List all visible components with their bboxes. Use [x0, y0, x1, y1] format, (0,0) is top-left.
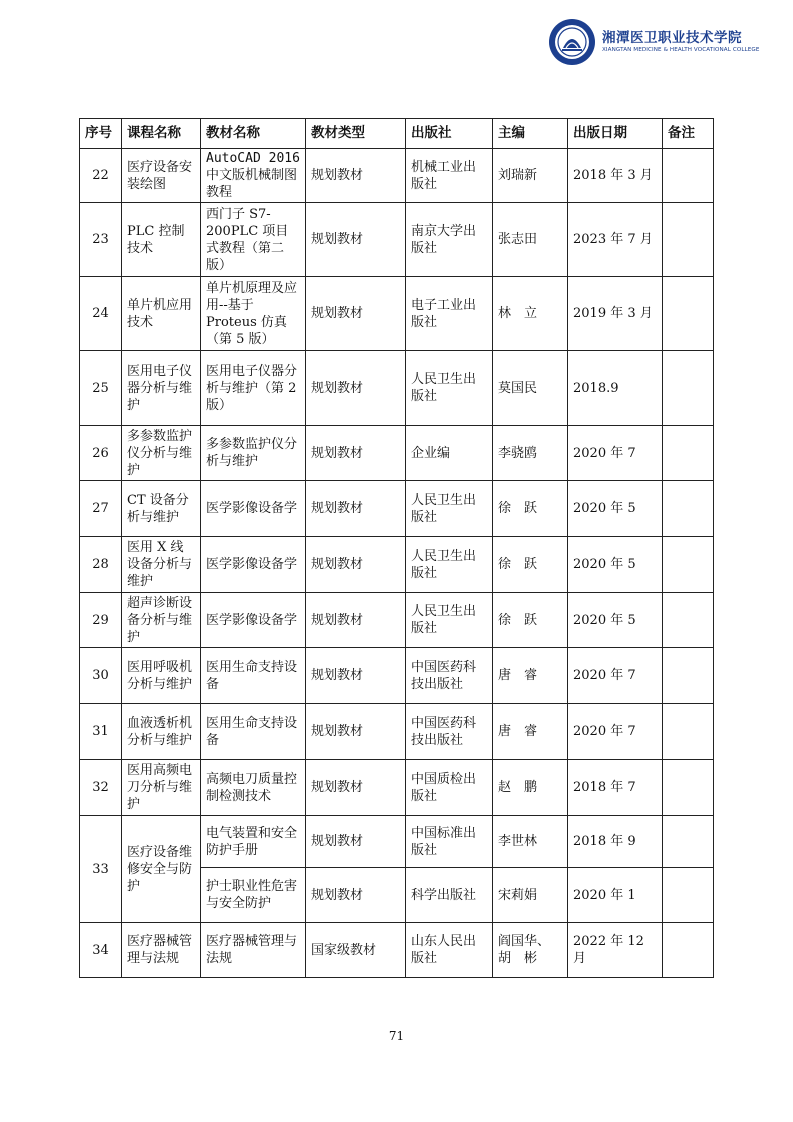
publish-date: 2020 年 5 — [568, 537, 663, 593]
row-number: 29 — [80, 593, 122, 648]
course-name: 医用 X 线设备分析与维护 — [122, 537, 201, 593]
row-number: 28 — [80, 537, 122, 593]
course-name: 医用呼吸机分析与维护 — [122, 648, 201, 704]
textbook-type: 规划教材 — [306, 868, 406, 923]
publisher: 人民卫生出版社 — [406, 351, 493, 426]
textbook-name: 高频电刀质量控制检测技术 — [201, 760, 306, 816]
editor: 徐 跃 — [493, 593, 568, 648]
editor: 赵 鹏 — [493, 760, 568, 816]
row-number: 23 — [80, 203, 122, 277]
textbook-type: 规划教材 — [306, 426, 406, 481]
publish-date: 2020 年 7 — [568, 648, 663, 704]
textbook-type: 规划教材 — [306, 481, 406, 537]
textbook-name: 医用生命支持设备 — [201, 648, 306, 704]
table-row — [80, 149, 714, 203]
column-header: 主编 — [493, 119, 568, 149]
publisher: 企业编 — [406, 426, 493, 481]
publisher: 中国医药科技出版社 — [406, 704, 493, 760]
textbook-type: 规划教材 — [306, 760, 406, 816]
row-number: 30 — [80, 648, 122, 704]
row-number: 24 — [80, 277, 122, 351]
publish-date: 2018 年 9 — [568, 816, 663, 868]
course-name: PLC 控制技术 — [122, 203, 201, 277]
textbook-type: 规划教材 — [306, 648, 406, 704]
textbook-name: 医学影像设备学 — [201, 593, 306, 648]
textbook-name: 单片机原理及应用--基于 Proteus 仿真（第 5 版） — [201, 277, 306, 351]
row-number: 27 — [80, 481, 122, 537]
editor: 刘瑞新 — [493, 149, 568, 203]
note — [663, 923, 714, 978]
editor: 徐 跃 — [493, 537, 568, 593]
textbook-type: 规划教材 — [306, 277, 406, 351]
course-name: 单片机应用技术 — [122, 277, 201, 351]
table-row — [80, 648, 714, 704]
publish-date: 2020 年 7 — [568, 704, 663, 760]
note — [663, 537, 714, 593]
note — [663, 203, 714, 277]
textbook-name: 医疗器械管理与法规 — [201, 923, 306, 978]
course-name: 血液透析机分析与维护 — [122, 704, 201, 760]
row-number: 32 — [80, 760, 122, 816]
course-name: 医疗器械管理与法规 — [122, 923, 201, 978]
note — [663, 816, 714, 868]
textbook-type: 规划教材 — [306, 593, 406, 648]
publish-date: 2018 年 7 — [568, 760, 663, 816]
textbook-type: 规划教材 — [306, 537, 406, 593]
course-name: 超声诊断设备分析与维护 — [122, 593, 201, 648]
textbook-name: 医学影像设备学 — [201, 481, 306, 537]
course-name: 多参数监护仪分析与维护 — [122, 426, 201, 481]
note — [663, 593, 714, 648]
note — [663, 760, 714, 816]
course-name: 医疗设备安装绘图 — [122, 149, 201, 203]
publish-date: 2020 年 5 — [568, 593, 663, 648]
column-header: 教材名称 — [201, 119, 306, 149]
editor: 阎国华、胡 彬 — [493, 923, 568, 978]
publisher: 山东人民出版社 — [406, 923, 493, 978]
table-row — [80, 704, 714, 760]
publish-date: 2018.9 — [568, 351, 663, 426]
textbook-type: 规划教材 — [306, 149, 406, 203]
editor: 李世林 — [493, 816, 568, 868]
table-row — [80, 816, 714, 868]
note — [663, 481, 714, 537]
column-header: 序号 — [80, 119, 122, 149]
table-row — [80, 481, 714, 537]
table-header-row — [80, 119, 714, 149]
school-logo — [548, 16, 778, 74]
note — [663, 426, 714, 481]
note — [663, 351, 714, 426]
row-number: 25 — [80, 351, 122, 426]
editor: 唐 睿 — [493, 648, 568, 704]
textbook-type: 规划教材 — [306, 816, 406, 868]
textbook-name: 医用电子仪器分析与维护（第 2 版） — [201, 351, 306, 426]
publish-date: 2018 年 3 月 — [568, 149, 663, 203]
note — [663, 868, 714, 923]
course-name: 医用电子仪器分析与维护 — [122, 351, 201, 426]
column-header: 课程名称 — [122, 119, 201, 149]
textbook-type: 规划教材 — [306, 203, 406, 277]
publisher: 中国医药科技出版社 — [406, 648, 493, 704]
row-number: 22 — [80, 149, 122, 203]
publisher: 人民卫生出版社 — [406, 593, 493, 648]
publisher: 人民卫生出版社 — [406, 481, 493, 537]
table-row — [80, 923, 714, 978]
editor: 李骁鸥 — [493, 426, 568, 481]
textbook-name: 护士职业性危害与安全防护 — [201, 868, 306, 923]
page-number: 71 — [388, 1029, 405, 1043]
editor: 林 立 — [493, 277, 568, 351]
editor: 张志田 — [493, 203, 568, 277]
publish-date: 2023 年 7 月 — [568, 203, 663, 277]
publisher: 电子工业出版社 — [406, 277, 493, 351]
editor: 宋莉娟 — [493, 868, 568, 923]
table-row — [80, 760, 714, 816]
publisher: 人民卫生出版社 — [406, 537, 493, 593]
textbook-name: 西门子 S7-200PLC 项目式教程（第二版） — [201, 203, 306, 277]
textbook-name: AutoCAD 2016 中文版机械制图教程 — [201, 149, 306, 203]
table-row — [80, 426, 714, 481]
column-header: 出版社 — [406, 119, 493, 149]
textbook-name: 多参数监护仪分析与维护 — [201, 426, 306, 481]
textbook-name: 医学影像设备学 — [201, 537, 306, 593]
publish-date: 2020 年 7 — [568, 426, 663, 481]
column-header: 教材类型 — [306, 119, 406, 149]
row-number: 31 — [80, 704, 122, 760]
table-row — [80, 593, 714, 648]
row-number: 26 — [80, 426, 122, 481]
textbook-name: 电气装置和安全防护手册 — [201, 816, 306, 868]
table-row — [80, 203, 714, 277]
textbook-type: 国家级教材 — [306, 923, 406, 978]
note — [663, 648, 714, 704]
column-header: 备注 — [663, 119, 714, 149]
publisher: 机械工业出版社 — [406, 149, 493, 203]
school-name: 湘潭医卫职业技术学院 — [602, 30, 742, 46]
textbook-type: 规划教材 — [306, 351, 406, 426]
publisher: 中国质检出版社 — [406, 760, 493, 816]
editor: 莫国民 — [493, 351, 568, 426]
note — [663, 704, 714, 760]
school-emblem-icon — [548, 18, 596, 66]
editor: 唐 睿 — [493, 704, 568, 760]
textbook-type: 规划教材 — [306, 704, 406, 760]
course-name: CT 设备分析与维护 — [122, 481, 201, 537]
publisher: 南京大学出版社 — [406, 203, 493, 277]
note — [663, 149, 714, 203]
textbook-table — [79, 118, 714, 978]
note — [663, 277, 714, 351]
publisher: 科学出版社 — [406, 868, 493, 923]
publish-date: 2020 年 5 — [568, 481, 663, 537]
publish-date: 2020 年 1 — [568, 868, 663, 923]
textbook-name: 医用生命支持设备 — [201, 704, 306, 760]
school-name-en: XIANGTAN MEDICINE & HEALTH VOCATIONAL COLLEGE — [602, 47, 760, 53]
row-number: 33 — [80, 816, 122, 923]
table-row — [80, 277, 714, 351]
publish-date: 2019 年 3 月 — [568, 277, 663, 351]
row-number: 34 — [80, 923, 122, 978]
editor: 徐 跃 — [493, 481, 568, 537]
table-row — [80, 351, 714, 426]
table-row — [80, 537, 714, 593]
course-name: 医疗设备维修安全与防护 — [122, 816, 201, 923]
publisher: 中国标准出版社 — [406, 816, 493, 868]
course-name: 医用高频电刀分析与维护 — [122, 760, 201, 816]
publish-date: 2022 年 12 月 — [568, 923, 663, 978]
column-header: 出版日期 — [568, 119, 663, 149]
